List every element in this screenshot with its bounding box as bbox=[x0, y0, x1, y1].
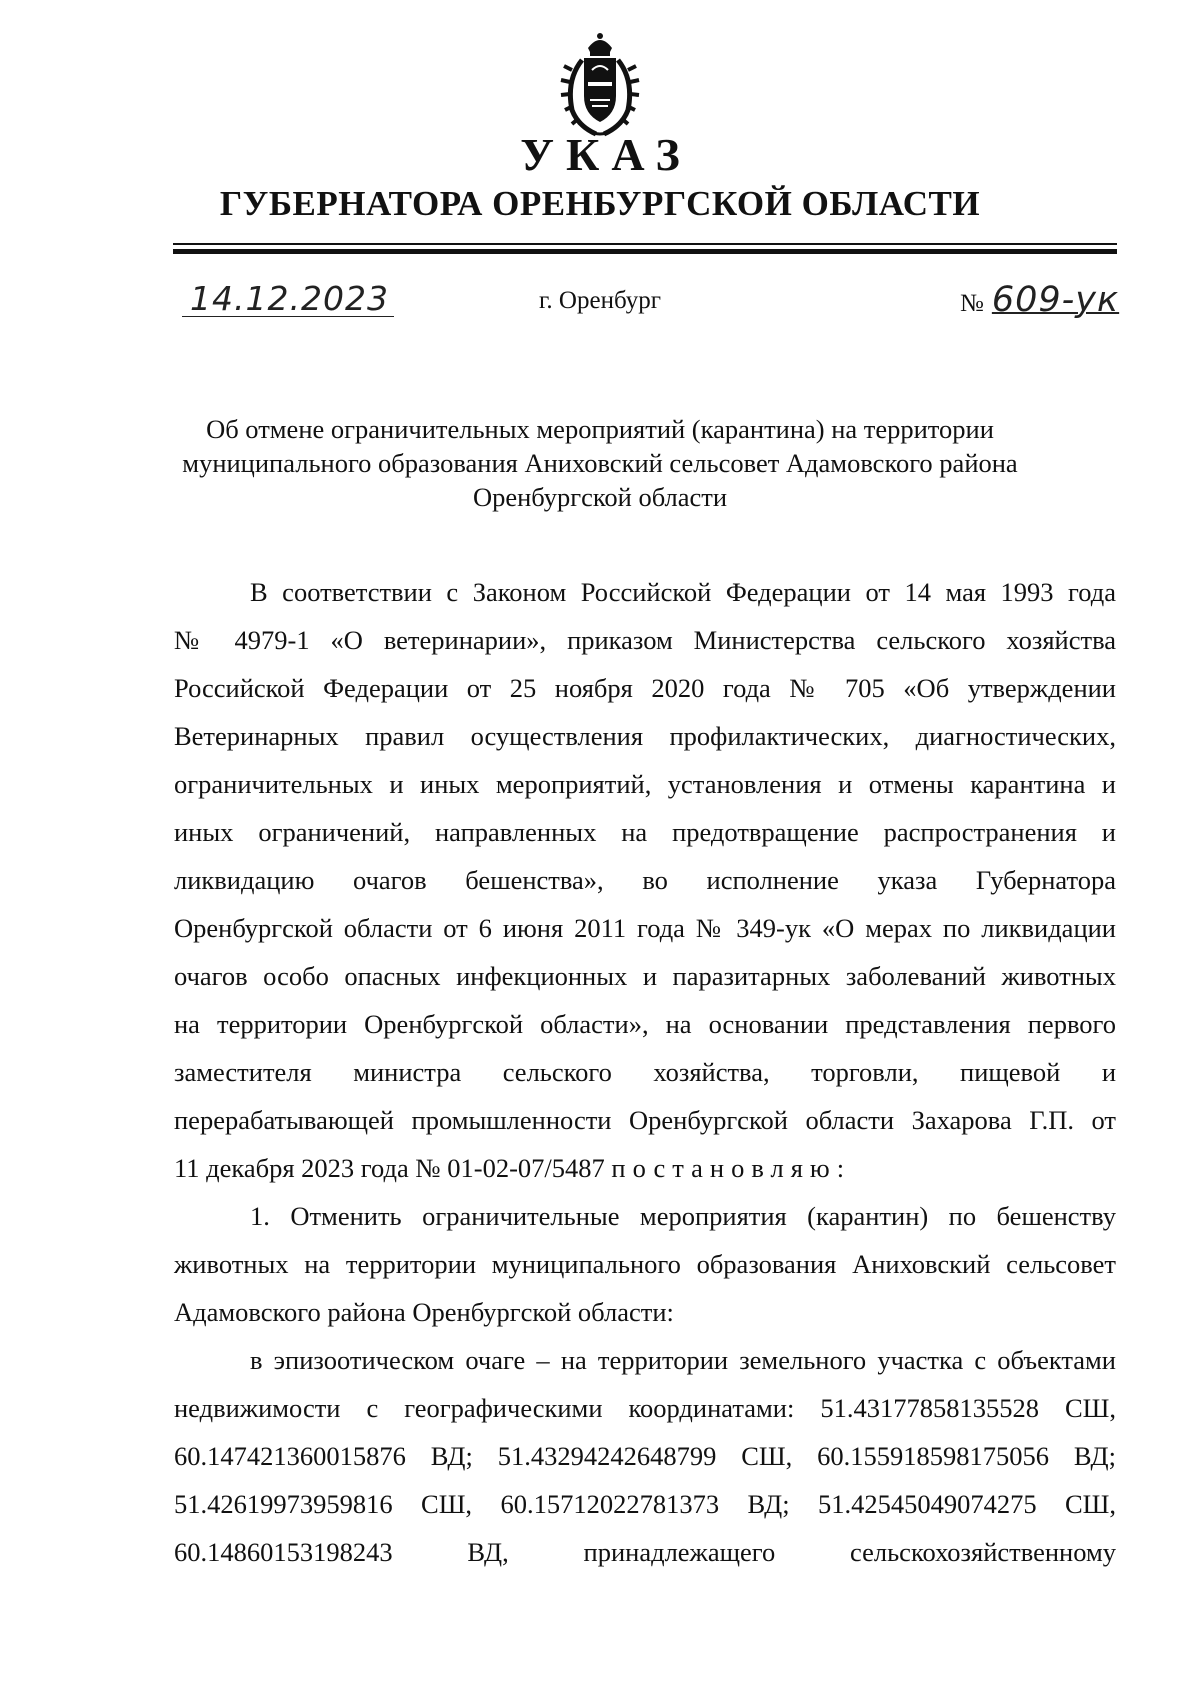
header-divider-thin bbox=[173, 243, 1117, 245]
body-line: заместителя министра сельского хозяйства, торговли, пищевой и bbox=[174, 1057, 1116, 1087]
body-line: в эпизоотическом очаге – на территории земельного участка с объектами bbox=[250, 1345, 1116, 1375]
coat-of-arms-icon bbox=[552, 30, 648, 140]
body-line: Российской Федерации от 25 ноября 2020 года № 705 «Об утверждении bbox=[174, 673, 1116, 703]
body-line: Оренбургской области от 6 июня 2011 года № 349-ук «О мерах по ликвидации bbox=[174, 913, 1116, 943]
body-line: 1. Отменить ограничительные мероприятия (карантин) по бешенству bbox=[250, 1201, 1116, 1231]
document-subject bbox=[0, 412, 1200, 514]
body-line: недвижимости с географическими координатами: 51.43177858135528 СШ, bbox=[174, 1393, 1116, 1423]
body-line: перерабатывающей промышленности Оренбургской области Захарова Г.П. от bbox=[174, 1105, 1116, 1135]
decree-word: постановляю: bbox=[611, 1153, 852, 1183]
body-line: животных на территории муниципального образования Аниховский сельсовет bbox=[174, 1249, 1116, 1279]
subject-line: Об отмене ограничительных мероприятий (карантина) на территории bbox=[206, 414, 994, 444]
body-line: Адамовского района Оренбургской области: bbox=[174, 1297, 674, 1327]
document-body bbox=[174, 568, 1116, 1576]
body-line: на территории Оренбургской области», на основании представления первого bbox=[174, 1009, 1116, 1039]
date-underline bbox=[182, 316, 394, 317]
body-line: иных ограничений, направленных на предотвращение распространения и bbox=[174, 817, 1116, 847]
paragraph-focus-area bbox=[174, 1336, 1116, 1576]
document-date-value: 14.12.2023 bbox=[190, 279, 389, 318]
body-line: ликвидацию очагов бешенства», во исполнение указа Губернатора bbox=[174, 865, 1116, 895]
body-line: 51.42619973959816 СШ, 60.15712022781373 ВД; 51.42545049074275 СШ, bbox=[174, 1489, 1116, 1519]
body-line: В соответствии с Законом Российской Федерации от 14 мая 1993 года bbox=[250, 577, 1116, 607]
body-line: Ветеринарных правил осуществления профилактических, диагностических, bbox=[174, 721, 1116, 751]
document-city: г. Оренбург bbox=[539, 287, 661, 314]
paragraph-preamble bbox=[174, 568, 1116, 1192]
header-divider-thick bbox=[173, 249, 1117, 254]
subject-line: Оренбургской области bbox=[472, 482, 728, 512]
paragraph-item-1 bbox=[174, 1192, 1116, 1336]
document-type-title: УКАЗ bbox=[520, 129, 692, 180]
body-line: № 4979-1 «О ветеринарии», приказом Министерства сельского хозяйства bbox=[174, 625, 1116, 655]
document-number bbox=[960, 280, 1119, 320]
subject-line: муниципального образования Аниховский сельсовет Адамовского района bbox=[182, 448, 1018, 478]
body-line: ограничительных и иных мероприятий, установления и отмены карантина и bbox=[174, 769, 1116, 799]
body-line bbox=[174, 1144, 1116, 1192]
body-line: очагов особо опасных инфекционных и паразитарных заболеваний животных bbox=[174, 961, 1116, 991]
issuer-title: ГУБЕРНАТОРА ОРЕНБУРГСКОЙ ОБЛАСТИ bbox=[219, 184, 981, 223]
number-sign: № bbox=[960, 290, 984, 317]
body-line: 60.14860153198243 ВД, принадлежащего сельскохозяйственному bbox=[174, 1537, 1116, 1567]
document-number-value: 609-ук bbox=[991, 280, 1120, 320]
body-line: 60.147421360015876 ВД; 51.43294242648799 СШ, 60.155918598175056 ВД; bbox=[174, 1441, 1116, 1471]
body-line-text: 11 декабря 2023 года № 01-02-07/5487 bbox=[174, 1153, 612, 1183]
